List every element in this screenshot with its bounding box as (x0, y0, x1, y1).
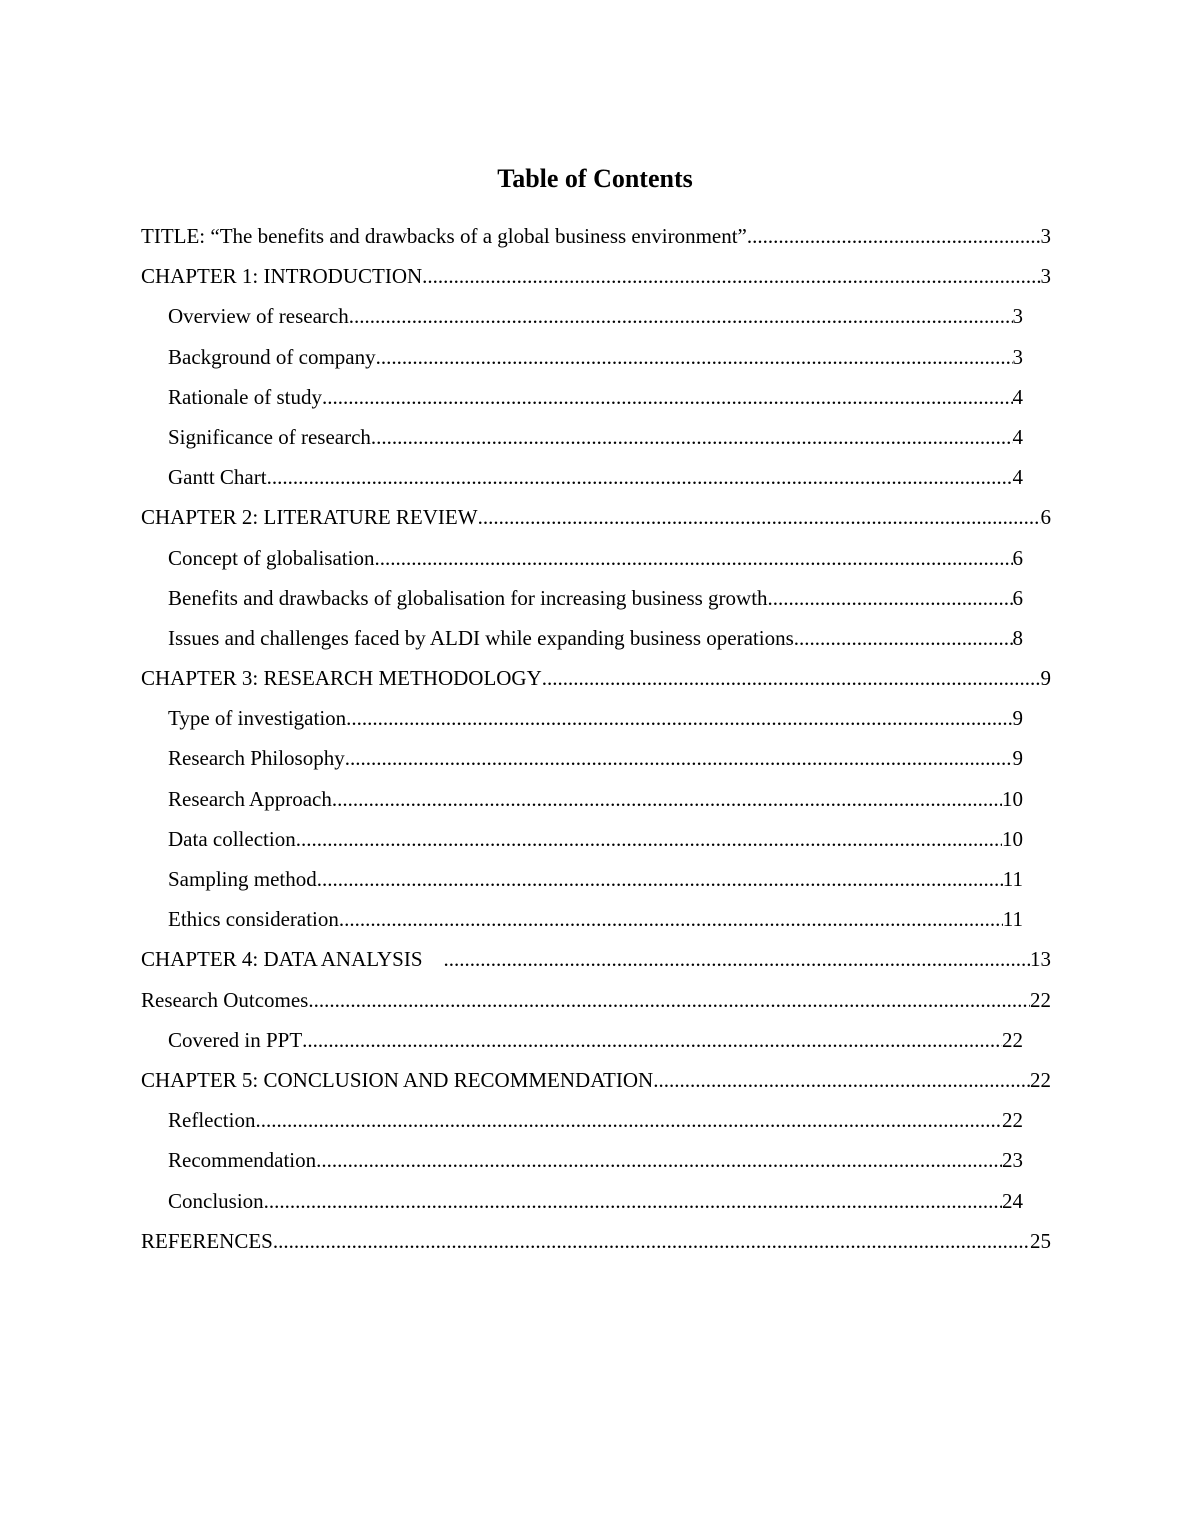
toc-entry[interactable] (0, 618, 1190, 658)
toc-dot-leader (349, 296, 1013, 336)
toc-entry-label: Background of company (168, 344, 376, 369)
toc-entry-row (141, 1221, 1051, 1261)
toc-entry-page-number: 10 (1002, 786, 1023, 811)
toc-title: Table of Contents (497, 164, 693, 193)
toc-entry[interactable] (0, 337, 1190, 377)
toc-entry[interactable] (0, 497, 1190, 537)
toc-entry-page-number: 4 (1012, 384, 1023, 409)
toc-entry-label: CHAPTER 3: RESEARCH METHODOLOGY (141, 666, 542, 691)
toc-entry-label: Concept of globalisation (168, 545, 375, 570)
toc-entry-label: Rationale of study (168, 384, 322, 409)
toc-dot-leader (322, 377, 1013, 417)
toc-entry-label: Benefits and drawbacks of globalisation for increasing business growth (168, 585, 768, 610)
toc-entry-page-number: 4 (1012, 465, 1023, 490)
toc-dot-leader (296, 819, 1002, 859)
toc-entry-label: CHAPTER 2: LITERATURE REVIEW (141, 505, 478, 530)
toc-dot-leader (542, 658, 1041, 698)
toc-entry-label: Conclusion (168, 1188, 264, 1213)
toc-entry-row (168, 779, 1023, 819)
toc-entry-label: Ethics consideration (168, 907, 339, 932)
toc-dot-leader (302, 1020, 1002, 1060)
toc-entry-label: Data collection (168, 826, 296, 851)
toc-entry-page-number: 22 (1030, 1067, 1051, 1092)
toc-entry-row (168, 859, 1023, 899)
toc-entry-row (168, 738, 1023, 778)
toc-dot-leader (376, 337, 1013, 377)
toc-entry-row (168, 578, 1023, 618)
toc-entry-label: Research Outcomes (141, 987, 309, 1012)
toc-dot-leader (339, 899, 1003, 939)
toc-entry-row (168, 457, 1023, 497)
toc-entry-page-number: 4 (1012, 424, 1023, 449)
toc-dot-leader (371, 417, 1013, 457)
toc-dot-leader (794, 618, 1013, 658)
toc-dot-leader (653, 1060, 1030, 1100)
toc-entry-row (168, 377, 1023, 417)
toc-entry-label: Recommendation (168, 1148, 317, 1173)
toc-entry[interactable] (0, 1100, 1190, 1140)
toc-entry[interactable] (0, 1060, 1190, 1100)
toc-entry-row (141, 980, 1051, 1020)
toc-entry-label: Significance of research (168, 424, 371, 449)
toc-entry[interactable] (0, 1221, 1190, 1261)
toc-entry-label: CHAPTER 4: DATA ANALYSIS (141, 947, 444, 972)
toc-entry-page-number: 22 (1002, 1108, 1023, 1133)
toc-entry-page-number: 9 (1012, 706, 1023, 731)
toc-entry-row (141, 658, 1051, 698)
toc-entry-label: TITLE: “The benefits and drawbacks of a global business environment” (141, 224, 747, 248)
toc-entry-page-number: 6 (1040, 505, 1051, 530)
toc-entry[interactable] (0, 980, 1190, 1020)
toc-entry[interactable] (0, 819, 1190, 859)
toc-entry[interactable] (0, 377, 1190, 417)
toc-entry-page-number: 3 (1012, 344, 1023, 369)
toc-entry[interactable] (0, 296, 1190, 336)
toc-entry-row (168, 1100, 1023, 1140)
toc-entry-label: Gantt Chart (168, 465, 267, 490)
toc-entry-row (168, 819, 1023, 859)
toc-entry[interactable] (0, 1181, 1190, 1221)
toc-dot-leader (346, 698, 1012, 738)
toc-list (0, 216, 1190, 1261)
toc-entry[interactable] (0, 1140, 1190, 1180)
toc-dot-leader (267, 457, 1013, 497)
toc-entry-page-number: 3 (1040, 224, 1051, 248)
toc-entry-row (168, 538, 1023, 578)
toc-dot-leader (255, 1100, 1002, 1140)
toc-entry-row (168, 337, 1023, 377)
toc-dot-leader (264, 1181, 1002, 1221)
toc-entry-page-number: 25 (1030, 1228, 1051, 1253)
toc-entry[interactable] (0, 1020, 1190, 1060)
toc-entry-label: Issues and challenges faced by ALDI while expanding business operations (168, 625, 794, 650)
toc-entry-row (141, 939, 1051, 979)
toc-entry-label: Overview of research (168, 304, 349, 329)
toc-entry-row (168, 698, 1023, 738)
toc-entry-row (141, 256, 1051, 296)
toc-dot-leader (422, 256, 1040, 296)
toc-entry[interactable] (0, 256, 1190, 296)
toc-dot-leader (273, 1221, 1030, 1261)
toc-entry-page-number: 11 (1002, 867, 1023, 891)
toc-dot-leader (345, 738, 1013, 778)
toc-entry-page-number: 6 (1012, 585, 1023, 610)
toc-entry-label: REFERENCES (141, 1228, 273, 1253)
toc-entry-page-number: 13 (1030, 947, 1051, 972)
toc-entry[interactable] (0, 899, 1190, 939)
toc-entry[interactable] (0, 779, 1190, 819)
toc-dot-leader (332, 779, 1002, 819)
toc-entry[interactable] (0, 216, 1190, 256)
toc-entry-row (141, 497, 1051, 537)
toc-entry[interactable] (0, 457, 1190, 497)
toc-entry-page-number: 11 (1002, 907, 1023, 932)
toc-entry-label: Sampling method (168, 867, 317, 891)
toc-dot-leader (768, 578, 1013, 618)
toc-dot-leader (317, 859, 1003, 899)
toc-entry-page-number: 23 (1002, 1148, 1023, 1173)
toc-dot-leader (308, 980, 1030, 1020)
toc-entry-row (168, 417, 1023, 457)
toc-entry-row (141, 216, 1051, 256)
toc-entry[interactable] (0, 578, 1190, 618)
toc-dot-leader (747, 216, 1041, 256)
toc-entry-page-number: 22 (1030, 987, 1051, 1012)
toc-entry-row (168, 1181, 1023, 1221)
toc-entry[interactable] (0, 538, 1190, 578)
toc-entry-row (168, 618, 1023, 658)
toc-entry-row (168, 296, 1023, 336)
toc-entry-row (141, 1060, 1051, 1100)
toc-entry-label: Type of investigation (168, 706, 347, 731)
toc-dot-leader (374, 538, 1012, 578)
toc-entry[interactable] (0, 738, 1190, 778)
toc-entry-label: Research Approach (168, 786, 332, 811)
toc-dot-leader (316, 1140, 1002, 1180)
toc-entry-page-number: 3 (1040, 264, 1051, 289)
toc-entry-row (168, 1020, 1023, 1060)
toc-entry-page-number: 10 (1002, 826, 1023, 851)
toc-entry-row (168, 899, 1023, 939)
toc-dot-leader (478, 497, 1041, 537)
toc-entry-page-number: 8 (1012, 625, 1023, 650)
toc-entry-page-number: 3 (1012, 304, 1023, 329)
toc-entry[interactable] (0, 859, 1190, 899)
toc-entry-page-number: 9 (1040, 666, 1051, 691)
toc-entry-page-number: 6 (1012, 545, 1023, 570)
toc-entry-row (168, 1140, 1023, 1180)
toc-entry-page-number: 9 (1012, 746, 1023, 771)
toc-entry-label: CHAPTER 5: CONCLUSION AND RECOMMENDATION (141, 1067, 654, 1092)
toc-entry-label: Research Philosophy (168, 746, 345, 771)
toc-entry[interactable] (0, 698, 1190, 738)
toc-entry-page-number: 24 (1002, 1188, 1023, 1213)
toc-dot-leader (444, 939, 1030, 979)
toc-entry[interactable] (0, 658, 1190, 698)
toc-entry-label: CHAPTER 1: INTRODUCTION (141, 264, 423, 289)
toc-entry[interactable] (0, 939, 1190, 979)
toc-entry-label: Covered in PPT (168, 1027, 303, 1052)
toc-entry-page-number: 22 (1002, 1027, 1023, 1052)
toc-entry[interactable] (0, 417, 1190, 457)
toc-entry-label: Reflection (168, 1108, 256, 1133)
